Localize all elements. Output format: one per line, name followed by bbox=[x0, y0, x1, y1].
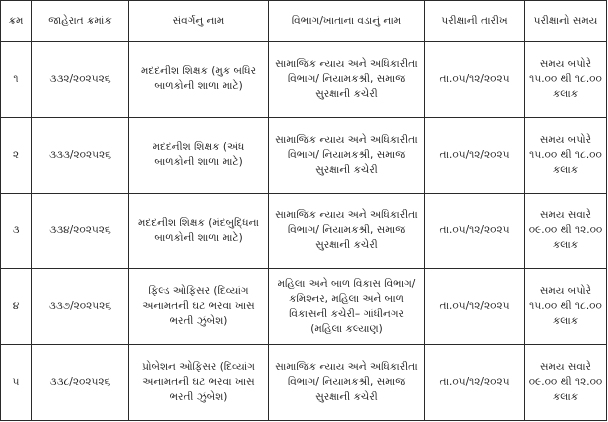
cell-serial-no: ૪ bbox=[1, 269, 32, 345]
cell-post-name: મદદનીશ શિક્ષક (મુક બધિર બાળકોની શાળા માટે) bbox=[129, 42, 269, 118]
table-row bbox=[1, 269, 607, 345]
cell-serial-no: ૫ bbox=[1, 345, 32, 421]
header-exam-time: પરીક્ષાનો સમય bbox=[525, 1, 607, 42]
header-exam-date: પરીક્ષાની તારીખ bbox=[425, 1, 525, 42]
cell-exam-date: તા.૦૫/૧૨/૨૦૨૫ bbox=[425, 193, 525, 269]
header-post-name: સંવર્ગનુ નામ bbox=[129, 1, 269, 42]
cell-advertisement-no: ૩૩૪/૨૦૨૫૨૬ bbox=[32, 193, 129, 269]
cell-serial-no: ૨ bbox=[1, 117, 32, 193]
cell-exam-date: તા.૦૫/૧૨/૨૦૨૫ bbox=[425, 117, 525, 193]
cell-exam-time: સમય સવારે ૦૯.૦૦ થી ૧૨.૦૦ કલાક bbox=[525, 193, 607, 269]
header-serial-no: ક્રમ bbox=[1, 1, 32, 42]
cell-advertisement-no: ૩૩૮/૨૦૨૫૨૬ bbox=[32, 345, 129, 421]
cell-serial-no: ૩ bbox=[1, 193, 32, 269]
cell-post-name: પ્રોબેશન ઓફિસર (દિવ્યાંગ અનામતની ઘટ ભરવા ખાસ ભરતી ઝુંબેશ) bbox=[129, 345, 269, 421]
cell-department: સામાજિક ન્યાય અને અધિકારીતા વિભાગ/ નિયામકશ્રી, સમાજ સુરક્ષાની કચેરી bbox=[269, 117, 425, 193]
table-row bbox=[1, 42, 607, 118]
cell-post-name: મદદનીશ શિક્ષક (અંધ બાળકોની શાળા માટે) bbox=[129, 117, 269, 193]
cell-exam-time: સમય બપોરે ૧૫.૦૦ થી ૧૮.૦૦ કલાક bbox=[525, 42, 607, 118]
header-row bbox=[1, 1, 607, 42]
cell-exam-time: સમય બપોરે ૧૫.૦૦ થી ૧૮.૦૦ કલાક bbox=[525, 269, 607, 345]
cell-exam-date: તા.૦૫/૧૨/૨૦૨૫ bbox=[425, 269, 525, 345]
cell-advertisement-no: ૩૩૨/૨૦૨૫૨૬ bbox=[32, 42, 129, 118]
cell-exam-date: તા.૦૫/૧૨/૨૦૨૫ bbox=[425, 345, 525, 421]
table-row bbox=[1, 193, 607, 269]
cell-department: સામાજિક ન્યાય અને અધિકારીતા વિભાગ/ નિયામકશ્રી, સમાજ સુરક્ષાની કચેરી bbox=[269, 345, 425, 421]
header-advertisement-no: જાહેરાત ક્રમાંક bbox=[32, 1, 129, 42]
cell-department: મહિલા અને બાળ વિકાસ વિભાગ/ કમિશ્નર, મહિલા અને બાળ વિકાસની કચેરી– ગાંધીનગર (મહિલા કલ્યાણ) bbox=[269, 269, 425, 345]
header-department: વિભાગ/ખાતાના વડાનું નામ bbox=[269, 1, 425, 42]
cell-serial-no: ૧ bbox=[1, 42, 32, 118]
cell-post-name: ફિલ્ડ ઓફિસર (દિવ્યાંગ અનામતની ઘટ ભરવા ખાસ ભરતી ઝુંબેશ) bbox=[129, 269, 269, 345]
cell-advertisement-no: ૩૩૩/૨૦૨૫૨૬ bbox=[32, 117, 129, 193]
cell-department: સામાજિક ન્યાય અને અધિકારીતા વિભાગ/ નિયામકશ્રી, સમાજ સુરક્ષાની કચેરી bbox=[269, 193, 425, 269]
cell-exam-time: સમય બપોરે ૧૫.૦૦ થી ૧૮.૦૦ કલાક bbox=[525, 117, 607, 193]
table-row bbox=[1, 117, 607, 193]
cell-exam-date: તા.૦૫/૧૨/૨૦૨૫ bbox=[425, 42, 525, 118]
cell-department: સામાજિક ન્યાય અને અધિકારીતા વિભાગ/ નિયામકશ્રી, સમાજ સુરક્ષાની કચેરી bbox=[269, 42, 425, 118]
cell-advertisement-no: ૩૩૭/૨૦૨૫૨૬ bbox=[32, 269, 129, 345]
cell-exam-time: સમય સવારે ૦૯.૦૦ થી ૧૨.૦૦ કલાક bbox=[525, 345, 607, 421]
table-row bbox=[1, 345, 607, 421]
cell-post-name: મદદનીશ શિક્ષક (મંદબુદ્ધિના બાળકોની શાળા માટે) bbox=[129, 193, 269, 269]
